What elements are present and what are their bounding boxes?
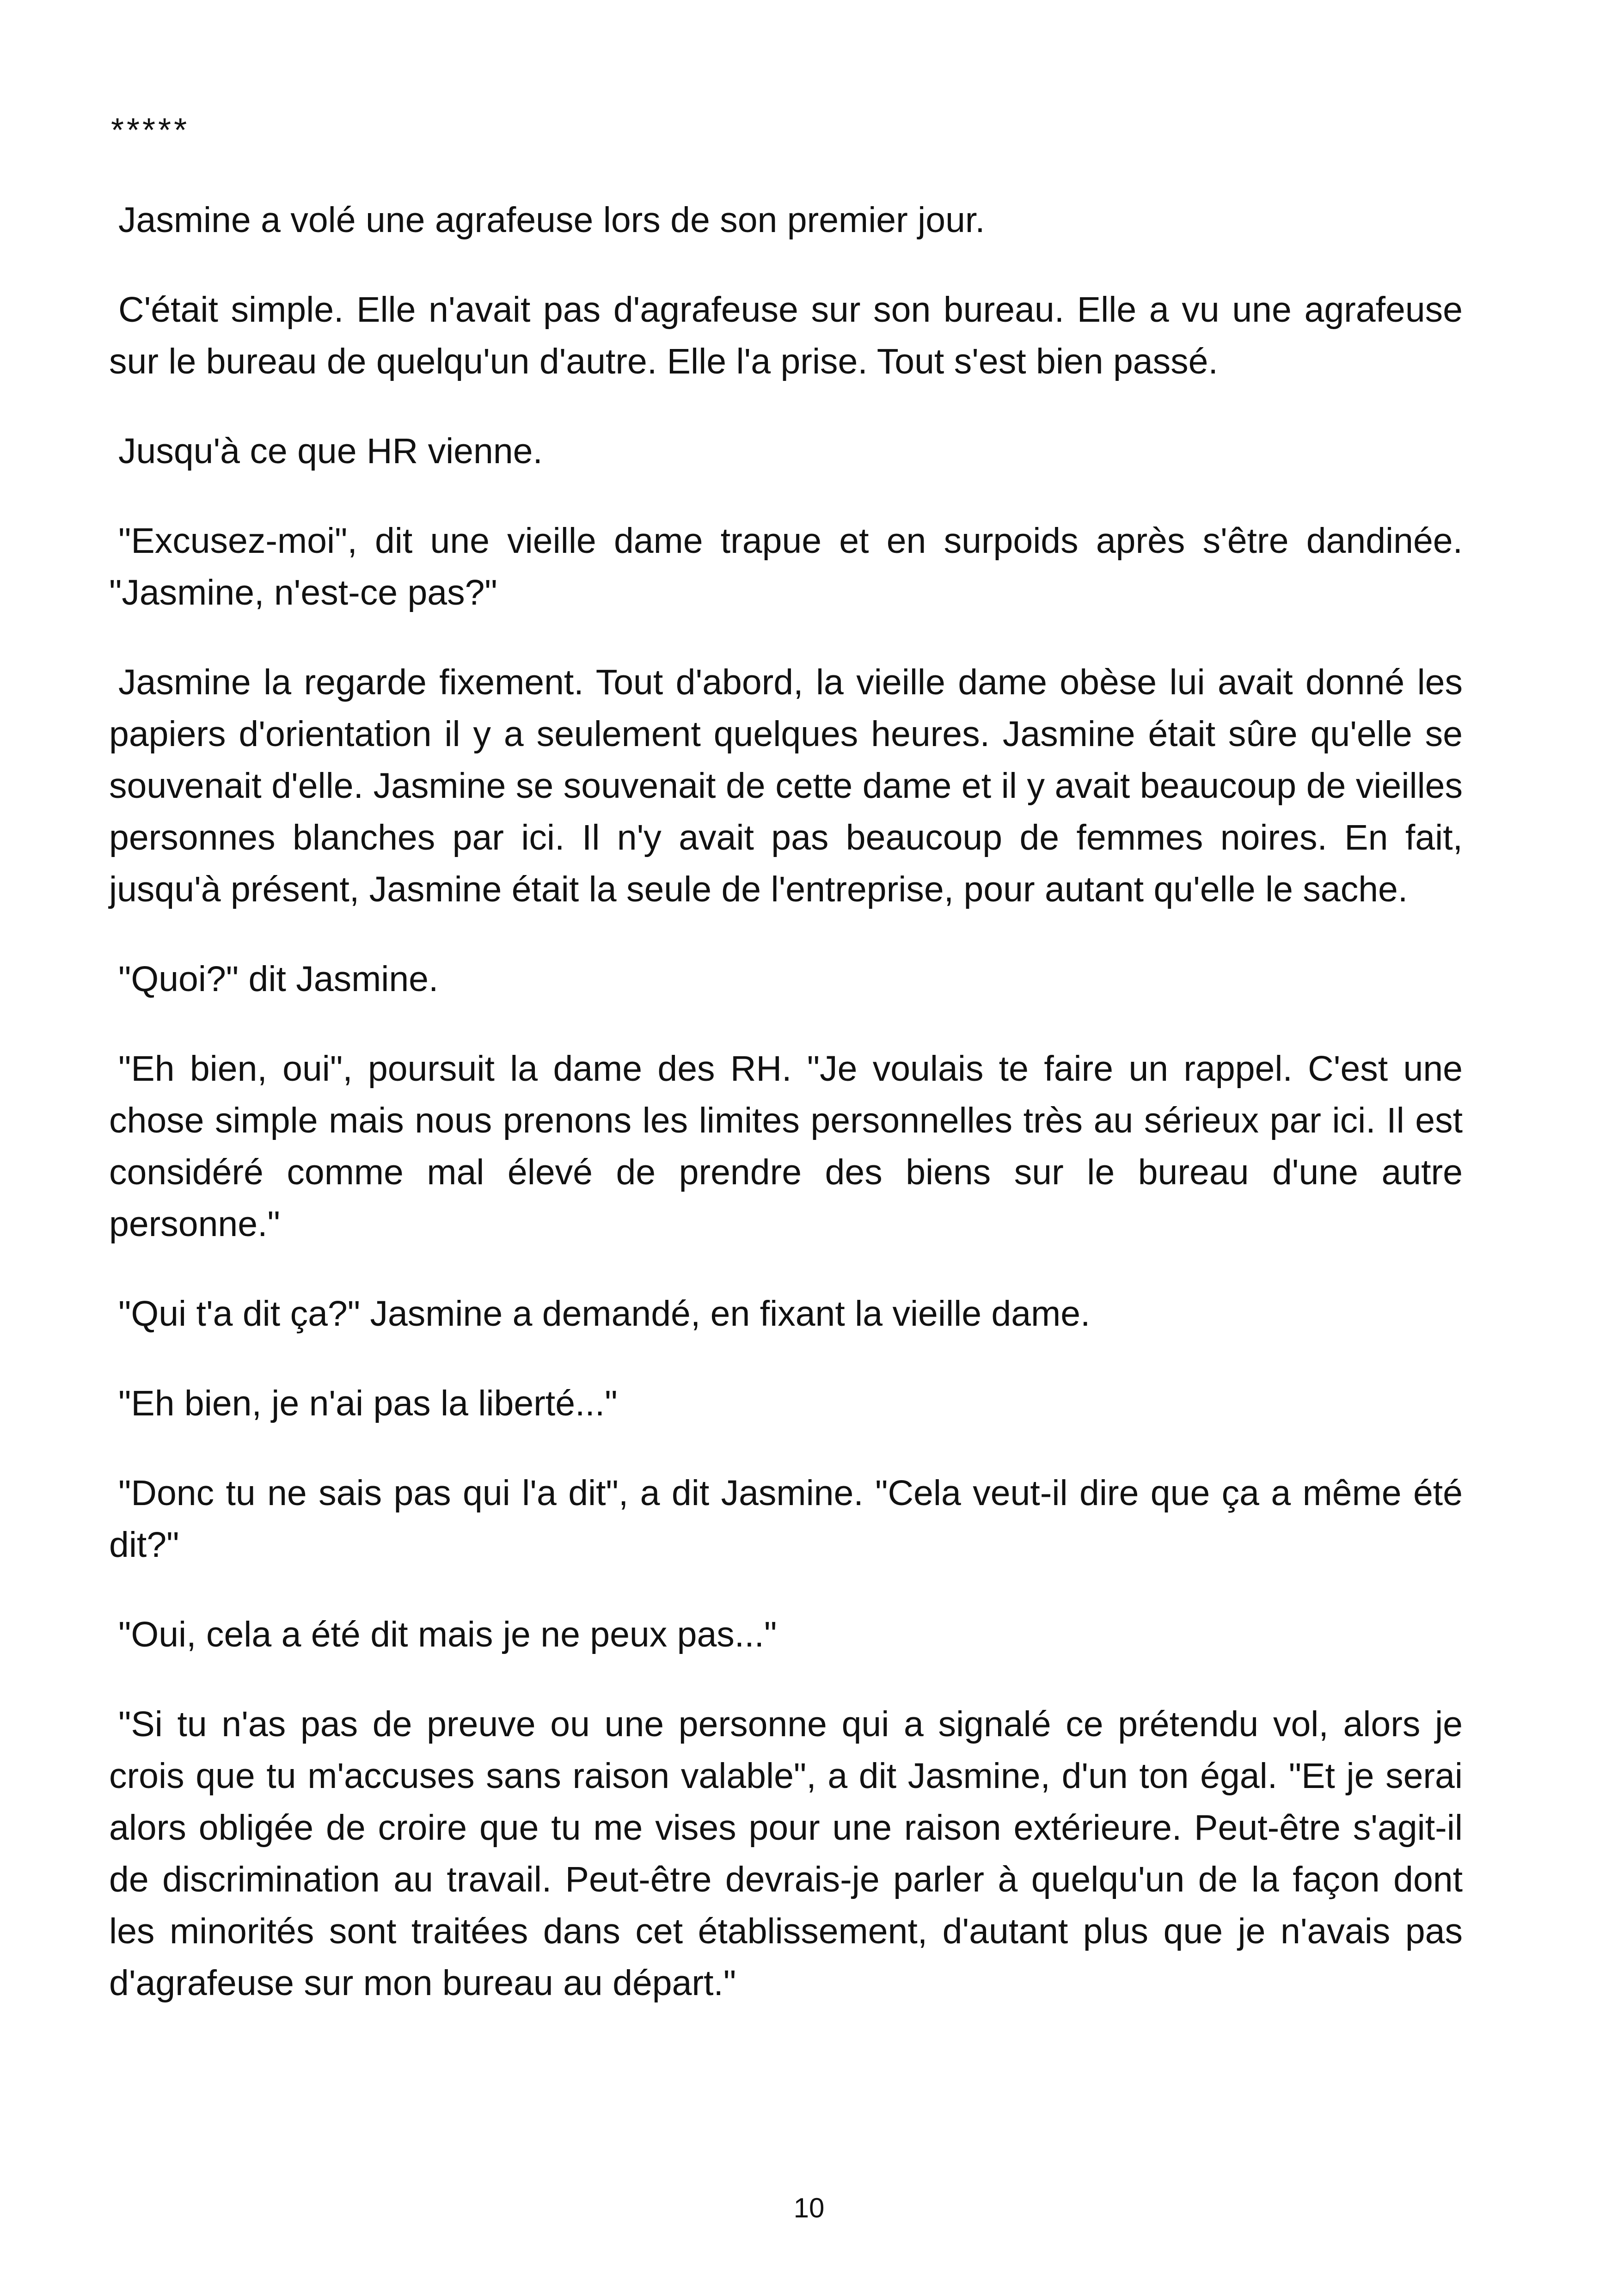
paragraph: "Excusez-moi", dit une vieille dame trapue et en surpoids après s'être dandinée. "Jasmine, n'est-ce pas?" [109, 521, 1463, 612]
body-text [109, 104, 1463, 2047]
paragraph: "Si tu n'as pas de preuve ou une personne qui a signalé ce prétendu vol, alors je crois que tu m'accuses sans raison valable", a dit Jasmine, d'un ton égal. "Et je serai alors obligée de croire que tu me vises pour une raison extérieure. Peut-être s'agit-il de discrimination au travail. Peut-être devrais-je parler à quelqu'un de la façon dont les minorités sont traitées dans cet établissement, d'autant plus que je n'avais pas d'agrafeuse sur mon bureau au départ." [109, 1704, 1463, 2003]
paragraph: "Eh bien, je n'ai pas la liberté..." [118, 1384, 618, 1423]
paragraph: "Quoi?" dit Jasmine. [118, 959, 439, 999]
section-separator: ***** [111, 112, 190, 149]
paragraph: Jusqu'à ce que HR vienne. [118, 431, 543, 471]
paragraph: "Donc tu ne sais pas qui l'a dit", a dit Jasmine. "Cela veut-il dire que ça a même été dit?" [109, 1473, 1463, 1565]
page-number: 10 [793, 2192, 825, 2223]
paragraph: Jasmine a volé une agrafeuse lors de son premier jour. [118, 200, 985, 240]
paragraph: Jasmine la regarde fixement. Tout d'abord, la vieille dame obèse lui avait donné les papiers d'orientation il y a seulement quelques heures. Jasmine était sûre qu'elle se souvenait d'elle. Jasmine se souvenait de cette dame et il y avait beaucoup de vieilles personnes blanches par ici. Il n'y avait pas beaucoup de femmes noires. En fait, jusqu'à présent, Jasmine était la seule de l'entreprise, pour autant qu'elle le sache. [109, 662, 1463, 909]
paragraph: "Qui t'a dit ça?" Jasmine a demandé, en fixant la vieille dame. [118, 1294, 1091, 1334]
paragraph: C'était simple. Elle n'avait pas d'agrafeuse sur son bureau. Elle a vu une agrafeuse sur le bureau de quelqu'un d'autre. Elle l'a prise. Tout s'est bien passé. [109, 290, 1463, 381]
paragraph: "Oui, cela a été dit mais je ne peux pas..." [118, 1615, 777, 1654]
paragraph: "Eh bien, oui", poursuit la dame des RH. "Je voulais te faire un rappel. C'est une chose simple mais nous prenons les limites personnelles très au sérieux par ici. Il est considéré comme mal élevé de prendre des biens sur le bureau d'une autre personne." [109, 1049, 1463, 1244]
